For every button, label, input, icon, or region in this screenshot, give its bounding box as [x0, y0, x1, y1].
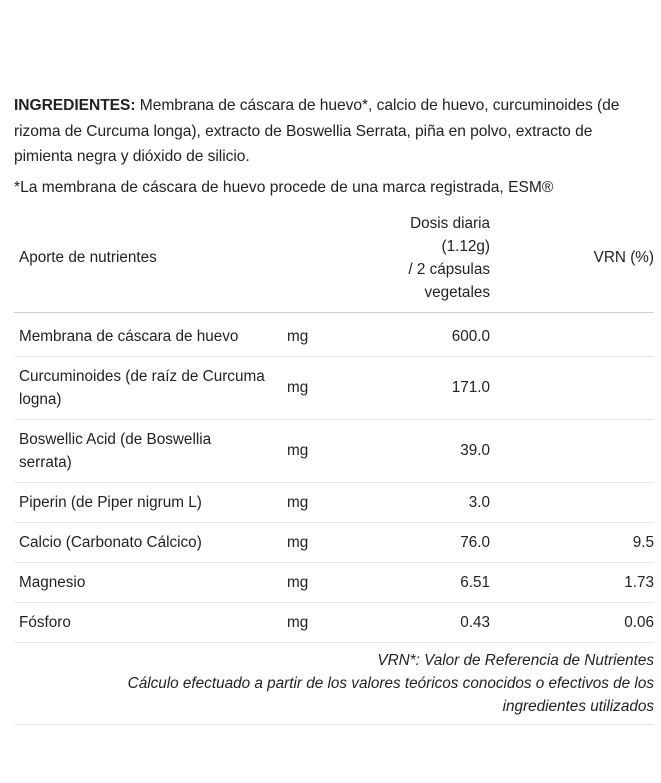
table-row: [14, 312, 654, 356]
trademark-footnote: *La membrana de cáscara de huevo procede de una marca registrada, ESM®: [14, 178, 554, 196]
table-row: [14, 522, 654, 562]
header-nutrient: Aporte de nutrientes: [19, 249, 157, 266]
header-vrn: VRN (%): [593, 249, 654, 266]
nutrient-dose: 6.51: [460, 573, 490, 591]
nutrient-vrn: 1.73: [624, 573, 654, 591]
header-dose-line3: vegetales: [424, 283, 490, 301]
nutrient-unit: mg: [287, 573, 309, 591]
nutrient-dose: 171.0: [451, 379, 490, 396]
ingredients-text: Membrana de cáscara de huevo*, calcio de huevo, curcuminoides (de rizoma de Curcuma longa), extracto de Boswellia Serrata, piña en polvo, extracto de pimienta negra y dióxido de silicio.: [14, 97, 620, 165]
table-row: [14, 482, 654, 522]
nutrient-dose: 3.0: [468, 493, 490, 511]
nutrient-dose: 39.0: [460, 442, 490, 459]
nutrient-vrn: [490, 419, 654, 482]
ingredients-paragraph: [14, 93, 654, 170]
nutrient-name: Calcio (Carbonato Cálcico): [19, 533, 202, 551]
nutrient-vrn: [490, 312, 654, 356]
vrn-definition-note: VRN*: Valor de Referencia de Nutrientes: [377, 651, 654, 669]
nutrition-table: [14, 208, 654, 643]
header-unit: [287, 208, 367, 313]
nutrition-table-header: [14, 208, 654, 313]
table-notes: [14, 643, 654, 725]
nutrient-unit: mg: [287, 533, 309, 551]
nutrient-name: Magnesio: [19, 573, 86, 591]
calculation-note-line2: ingredientes utilizados: [502, 697, 654, 715]
table-row: [14, 356, 654, 419]
product-info: [14, 93, 654, 725]
nutrient-unit: mg: [287, 493, 309, 511]
header-daily-dose: [367, 208, 490, 313]
nutrient-unit: mg: [287, 379, 309, 396]
nutrient-vrn: [490, 482, 654, 522]
nutrient-name: Boswellic Acid (de Boswellia serrata): [19, 430, 212, 471]
ingredients-label: INGREDIENTES:: [14, 97, 136, 114]
nutrient-unit: mg: [287, 442, 309, 459]
table-row: [14, 419, 654, 482]
nutrient-vrn: [490, 356, 654, 419]
nutrient-dose: 76.0: [460, 533, 490, 551]
calculation-note-line1: Cálculo efectuado a partir de los valores teóricos conocidos o efectivos de los: [127, 674, 654, 692]
header-dose-line2: / 2 cápsulas: [408, 260, 490, 278]
nutrient-unit: mg: [287, 327, 309, 345]
nutrient-vrn: 9.5: [632, 533, 654, 551]
nutrient-name: Piperin (de Piper nigrum L): [19, 493, 202, 511]
table-row: [14, 562, 654, 602]
nutrient-dose: 0.43: [460, 613, 490, 631]
nutrient-name: Fósforo: [19, 613, 71, 631]
nutrient-vrn: 0.06: [624, 613, 654, 631]
nutrient-dose: 600.0: [451, 327, 490, 345]
nutrient-name: Membrana de cáscara de huevo: [19, 327, 239, 345]
nutrient-name: Curcuminoides (de raíz de Curcuma logna): [19, 367, 265, 408]
header-dose-line1: Dosis diaria (1.12g): [410, 214, 490, 255]
table-row: [14, 602, 654, 642]
nutrient-unit: mg: [287, 613, 309, 631]
